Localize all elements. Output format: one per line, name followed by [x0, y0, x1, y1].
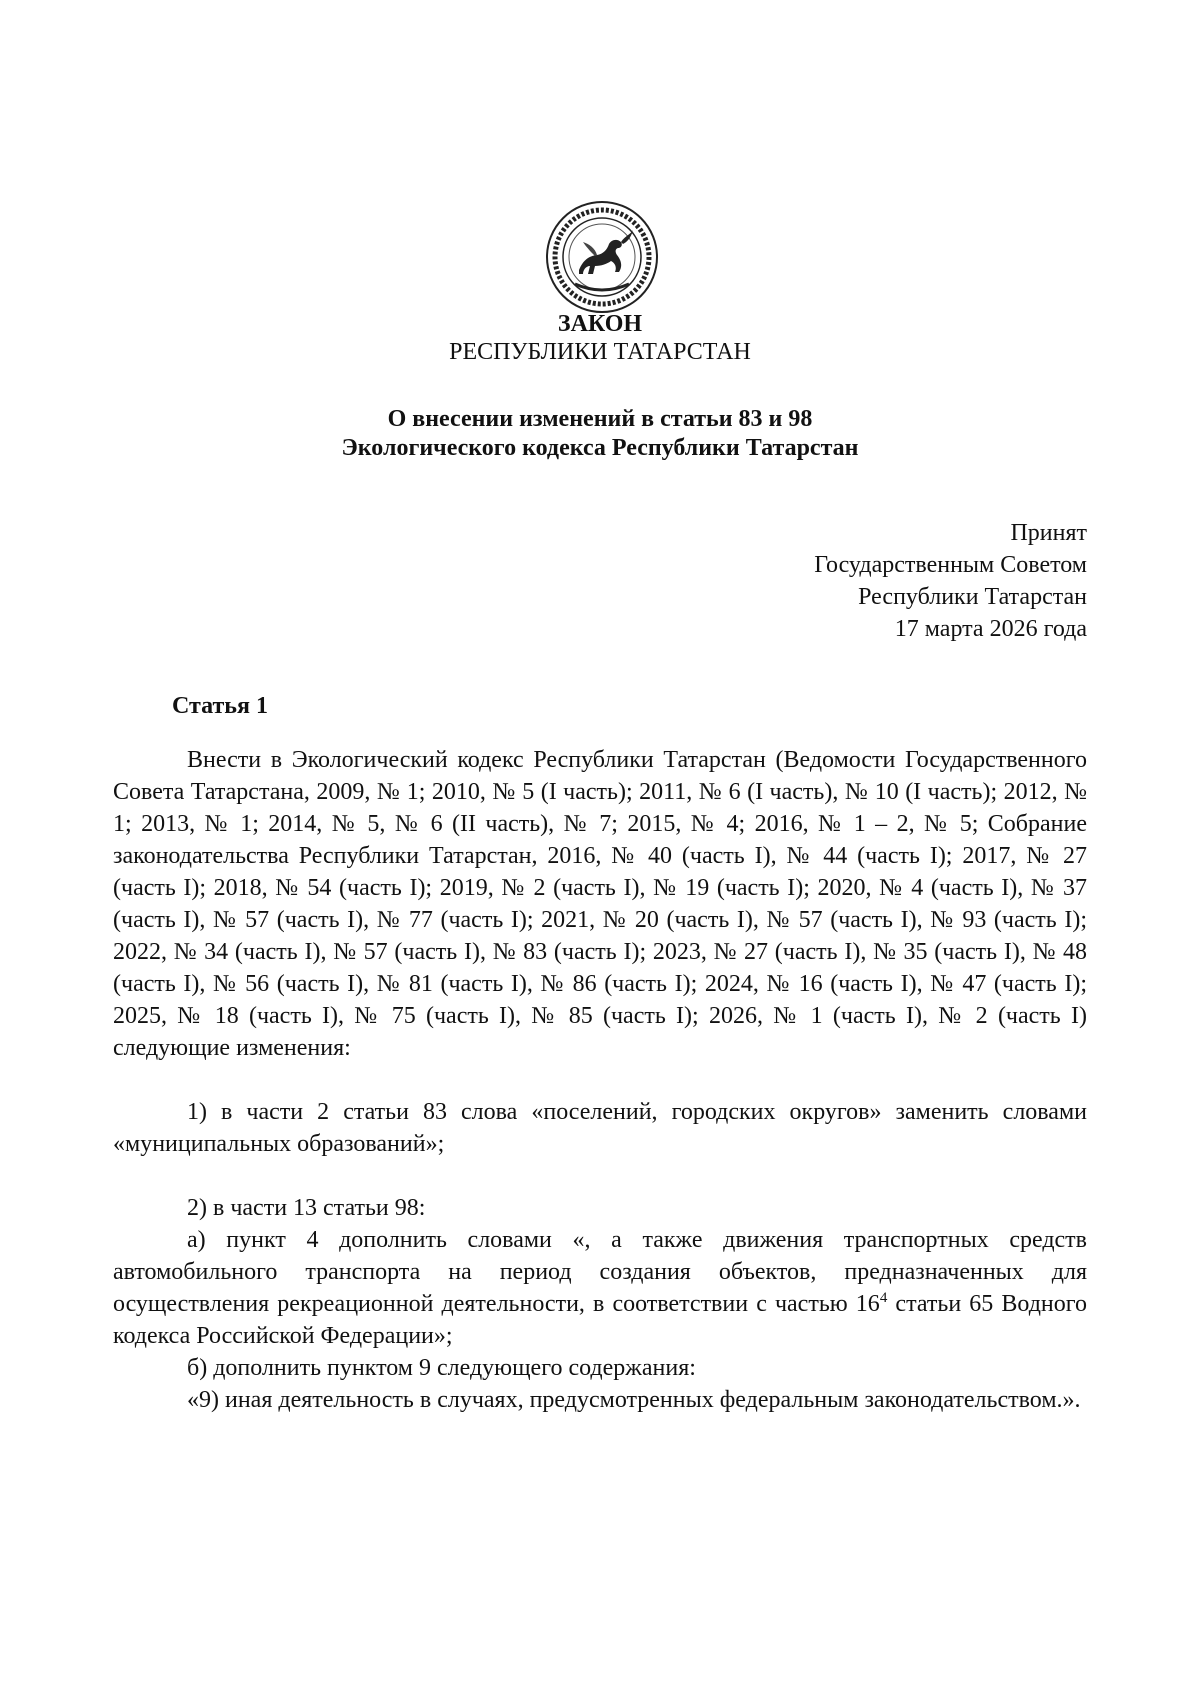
law-title-line-2: Экологического кодекса Республики Татарстан [341, 435, 859, 461]
article-intro-paragraph: Внести в Экологический кодекс Республики Татарстан (Ведомости Государственного Совета Татарстана, 2009, № 1; 2010, № 5 (I часть); 2011, № 6 (I часть), № 10 (I часть); 2012, № 1; 2013, № 1; 2014, № 5, № 6 (II часть), № 7; 2015, № 4; 2016, № 1 – 2, № 5; Собрание законодательства Республики Татарстан, 2016, № 40 (часть I), № 44 (часть I); 2017, № 27 (часть I); 2018, № 54 (часть I); 2019, № 2 (часть I), № 19 (часть I); 2020, № 4 (часть I), № 37 (часть I), № 57 (часть I), № 77 (часть I); 2021, № 20 (часть I), № 57 (часть I), № 93 (часть I); 2022, № 34 (часть I), № 57 (часть I), № 83 (часть I); 2023, № 27 (часть I), № 35 (часть I), № 48 (часть I), № 56 (часть I), № 81 (часть I), № 86 (часть I); 2024, № 16 (часть I), № 47 (часть I); 2025, № 18 (часть I), № 75 (часть I), № 85 (часть I); 2026, № 1 (часть I), № 2 (часть I) следующие изменения: [113, 747, 1087, 1061]
adoption-line-1: Принят [1010, 520, 1087, 546]
item-2b-paragraph: б) дополнить пунктом 9 следующего содержания: [187, 1355, 696, 1381]
law-heading: ЗАКОН [557, 311, 643, 337]
item-1-paragraph: 1) в части 2 статьи 83 слова «поселений, городских округов» заменить словами «муниципальных образований»; [113, 1099, 1087, 1157]
item-2a-superscript: 4 [879, 1290, 888, 1306]
law-title-line-1: О внесении изменений в статьи 83 и 98 [387, 406, 813, 432]
adoption-block [487, 517, 1087, 645]
adoption-line-3: Республики Татарстан [858, 584, 1087, 610]
item-2a-paragraph [113, 1224, 1087, 1352]
item-2a-text: а) пункт 4 дополнить словами «, а также движения транспортных средств автомобильного транспорта на период создания объектов, предназначенных для осуществления рекреационной деятельности, в соответствии с частью 16 [113, 1227, 1087, 1317]
item-2b-quote-paragraph: «9) иная деятельность в случаях, предусмотренных федеральным законодательством.». [187, 1387, 1081, 1413]
article-heading: Статья 1 [172, 693, 268, 719]
article-body [113, 744, 1087, 1416]
item-2a-text-end: статьи 65 Водного кодекса Российской Федерации»; [113, 1291, 1088, 1349]
adoption-line-2: Государственным Советом [814, 552, 1087, 578]
republic-heading: РЕСПУБЛИКИ ТАТАРСТАН [449, 339, 751, 365]
adoption-date: 17 марта 2026 года [894, 616, 1087, 642]
item-2-paragraph: 2) в части 13 статьи 98: [187, 1195, 426, 1221]
tatarstan-coat-of-arms-emblem [545, 200, 659, 314]
